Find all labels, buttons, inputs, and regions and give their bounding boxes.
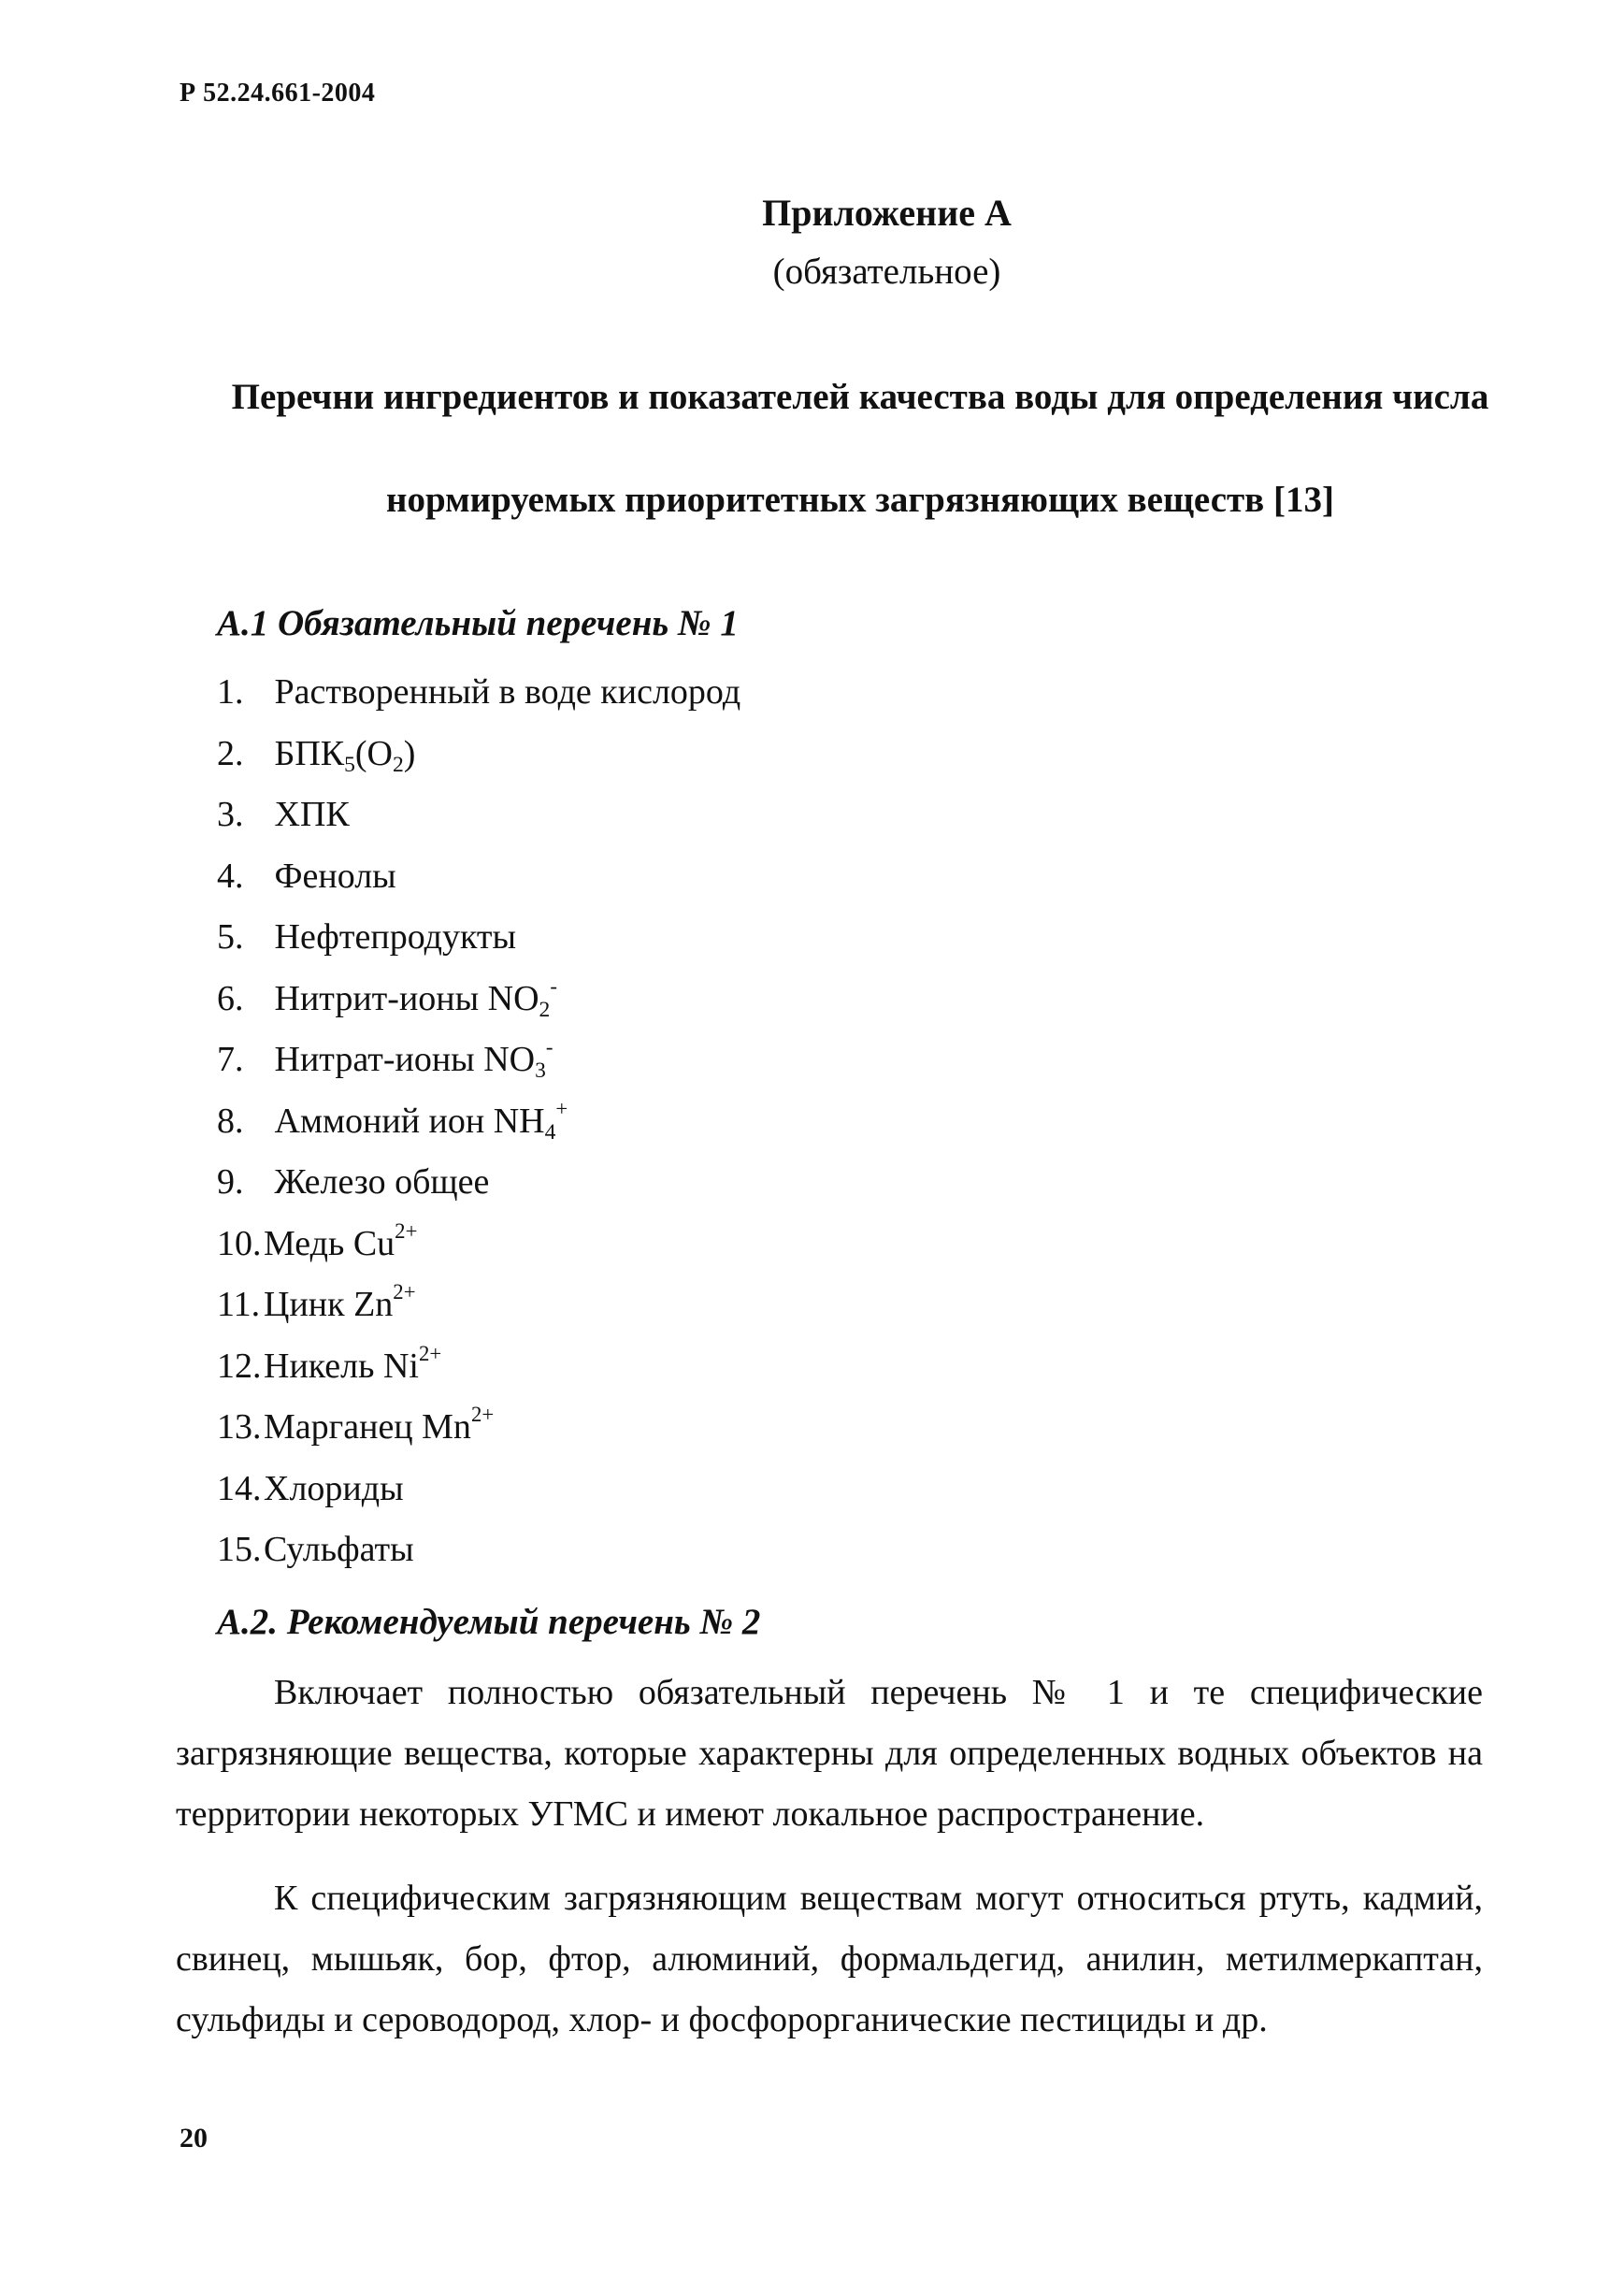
list-item-number: 4.: [217, 856, 244, 896]
list-item: [217, 846, 740, 908]
subscript: 2: [393, 752, 404, 777]
list-item: [217, 1152, 740, 1214]
list-item-number: 11.: [217, 1285, 261, 1324]
list-item-number: 13.: [217, 1407, 262, 1447]
main-title-line-1: Перечни ингредиентов и показателей качества воды для определения числа: [231, 377, 1489, 417]
list-item-number: 3.: [217, 795, 244, 834]
list-item: [217, 1336, 740, 1398]
list-item-text: Железо общее: [274, 1162, 490, 1202]
list-item-text: Растворенный в воде кислород: [274, 672, 741, 712]
annex-status: (обязательное): [772, 252, 1001, 292]
annex-title: Приложение А: [762, 192, 1012, 234]
superscript: -: [550, 973, 557, 998]
list-item-number: 15.: [217, 1530, 262, 1569]
list-item-number: 7.: [217, 1040, 244, 1079]
list-item: [217, 1275, 740, 1336]
document-code: Р 52.24.661-2004: [180, 79, 376, 108]
superscript: 2+: [418, 1341, 442, 1365]
subscript: 4: [544, 1119, 556, 1145]
list-item-text: Сульфаты: [264, 1530, 414, 1569]
subscript: 3: [535, 1059, 546, 1084]
subscript: 5: [344, 752, 355, 777]
list-item-text: Нитрат-ионы NO: [274, 1040, 536, 1079]
list-item: [217, 1030, 740, 1091]
superscript: 2+: [393, 1279, 416, 1304]
list-item: [217, 724, 740, 785]
list-item-number: 12.: [217, 1346, 262, 1386]
list-item-text: (О: [354, 733, 393, 773]
list-item: [217, 1091, 740, 1153]
list-item: [217, 785, 740, 846]
list-item-text: Никель Ni: [264, 1346, 419, 1386]
list-item: [217, 1397, 740, 1459]
list-item: [217, 969, 740, 1030]
list-item-text: БПК: [274, 733, 345, 773]
list-item-text: Нефтепродукты: [274, 917, 517, 957]
list-item-text: Аммоний ион NH: [274, 1101, 545, 1141]
list-item-text: ХПК: [274, 795, 350, 834]
section-2-paragraph-1: Включает полностью обязательный перечень № 1 и те специфические загрязняющие вещества, которые характерны для определенных водных объектов на территории некоторых УГМС и имеют локальное распространение.: [176, 1673, 1483, 1834]
list-item-text: Нитрит-ионы NO: [274, 978, 539, 1018]
list-item: [217, 662, 740, 724]
superscript: 2+: [470, 1402, 495, 1426]
list-item-text: Медь Cu: [264, 1223, 395, 1263]
list-item: [217, 907, 740, 969]
list-item-number: 6.: [217, 978, 244, 1018]
list-item-text: Марганец Mn: [264, 1407, 471, 1447]
list-item-text: Цинк Zn: [264, 1285, 394, 1324]
list-item-number: 8.: [217, 1101, 244, 1141]
section-2-paragraph-2: К специфическим загрязняющим веществам могут относиться ртуть, кадмий, свинец, мышьяк, бор, фтор, алюминий, формальдегид, анилин, метилмеркаптан, сульфиды и сероводород, хлор- и фосфорорганические пестициды и др.: [176, 1879, 1483, 2039]
list-item-text: Фенолы: [274, 856, 396, 896]
list-item-text: Хлориды: [264, 1468, 404, 1508]
list-item: [217, 1214, 740, 1275]
superscript: 2+: [395, 1218, 418, 1243]
main-title-line-2: нормируемых приоритетных загрязняющих веществ [13]: [386, 480, 1334, 520]
list-item-text: ): [403, 733, 416, 773]
subscript: 2: [539, 997, 551, 1022]
superscript: +: [555, 1096, 568, 1120]
mandatory-list: [217, 662, 740, 1581]
list-item-number: 1.: [217, 672, 244, 712]
list-item-number: 10.: [217, 1223, 262, 1263]
list-item-number: 9.: [217, 1162, 244, 1202]
page-number: 20: [180, 2123, 208, 2154]
section-1-heading: А.1 Обязательный перечень № 1: [217, 603, 739, 643]
list-item: [217, 1459, 740, 1520]
list-item: [217, 1520, 740, 1581]
list-item-number: 2.: [217, 733, 244, 773]
section-2-heading: А.2. Рекомендуемый перечень № 2: [217, 1602, 761, 1642]
list-item-number: 5.: [217, 917, 244, 957]
superscript: -: [545, 1034, 553, 1059]
list-item-number: 14.: [217, 1468, 262, 1508]
